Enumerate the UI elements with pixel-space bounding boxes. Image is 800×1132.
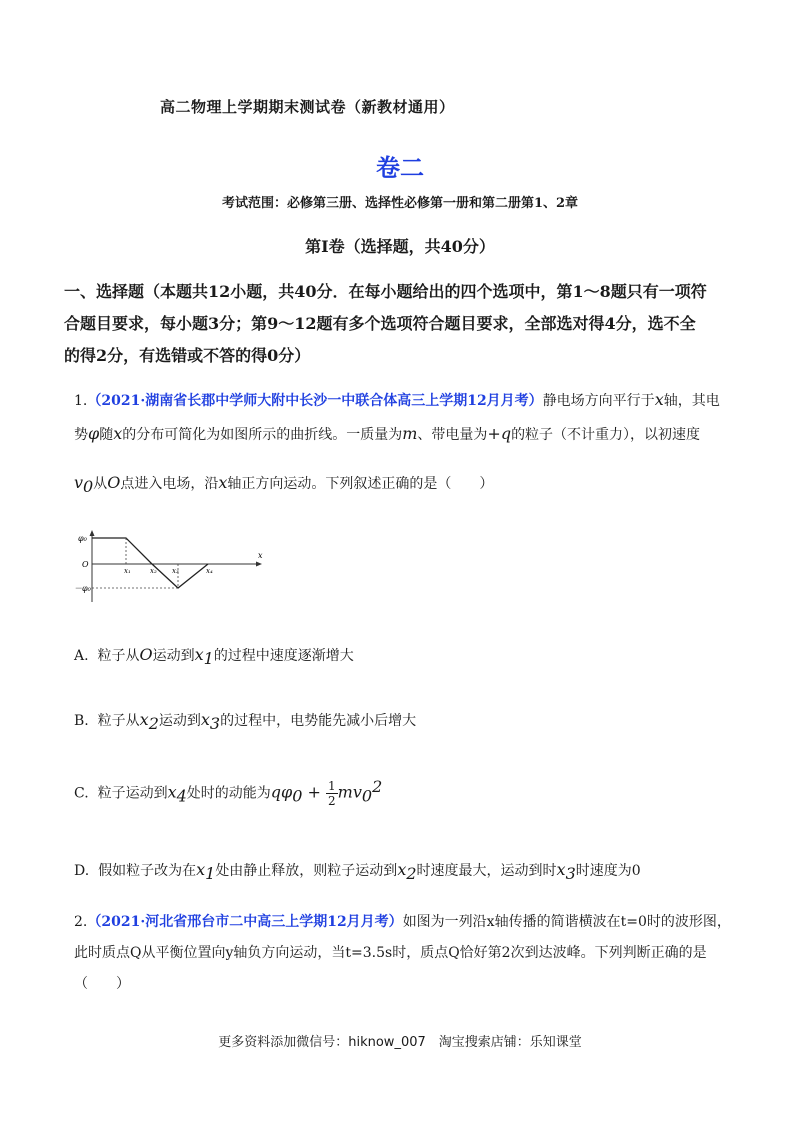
math-O: O [107, 473, 121, 492]
question-number: 2. [74, 914, 88, 930]
label-x3: x₃ [172, 567, 179, 575]
math-sub: 1 [203, 648, 214, 668]
q1-text: 随 [99, 427, 114, 443]
fraction-numerator: 1 [328, 779, 336, 794]
question-source: （2021·湖南省长郡中学师大附中长沙一中联合体高三上学期12月月考） [87, 393, 543, 409]
option-text: 的过程中速度逐渐增大 [213, 648, 354, 664]
math-plus: + [302, 782, 327, 802]
label-neg-phi0: －φ₀ [74, 584, 91, 593]
x-axis-arrow [256, 562, 262, 567]
math-sub: 3 [565, 863, 576, 883]
option-text: 运动到 [158, 713, 201, 729]
volume-title: 卷二 [376, 153, 424, 182]
math-x: x [167, 782, 177, 802]
potential-curve [92, 538, 208, 588]
option-label: C. [74, 785, 89, 802]
label-x1: x₁ [124, 567, 131, 575]
math-x: x [196, 860, 206, 879]
exam-scope: 考试范围：必修第三册、选择性必修第一册和第二册第1、2章 [221, 196, 579, 211]
question-1-line-1 [74, 390, 744, 411]
q1-text: 、带电量为 [417, 427, 488, 443]
question-1-line-2 [74, 424, 744, 445]
math-sub: 0 [83, 476, 94, 496]
q2-text: 如图为一列沿x轴传播的简谐横波在t=0时的波形图， [402, 914, 731, 930]
option-text: 处由静止释放，则粒子运动到 [215, 863, 398, 879]
option-label: A. [74, 648, 89, 664]
q1-text: 点进入电场，沿 [120, 476, 219, 492]
math-m: m [402, 424, 418, 443]
part-heading: 第Ⅰ卷（选择题，共40分） [305, 237, 495, 256]
math-x: x [113, 424, 123, 443]
instructions-line-2: 合题目要求，每小题3分；第9～12题有多个选项符合题目要求，全部选对得4分，选不全 [64, 314, 696, 333]
math-sub: 2 [406, 863, 417, 883]
math-phi: φ [88, 424, 100, 443]
label-x4: x₄ [206, 567, 213, 575]
fraction-denominator: 2 [328, 794, 336, 809]
math-sub: 3 [209, 713, 221, 733]
option-b[interactable] [74, 710, 416, 733]
question-2-line-3: （ ） [74, 976, 130, 992]
option-text: 粒子从 [97, 648, 140, 664]
math-sub: 2 [148, 713, 159, 733]
math-q-phi: qφ [270, 782, 293, 802]
label-x2: x₂ [150, 567, 157, 575]
math-x: x [218, 473, 228, 492]
instructions-line-3: 的得2分，有选错或不答的得0分） [64, 346, 311, 365]
question-source: （2021·河北省邢台市二中高三上学期12月月考） [87, 914, 403, 930]
math-mv: mv [337, 782, 362, 802]
q1-text: 从 [93, 476, 108, 492]
paper-title: 高二物理上学期期末测试卷（新教材通用） [160, 98, 455, 116]
math-x: x [556, 860, 566, 879]
instructions-line-1: 一、选择题（本题共12小题，共40分．在每小题给出的四个选项中，第1～8题只有一项符 [64, 282, 707, 301]
q1-text: 的分布可简化为如图所示的曲折线。一质量为 [122, 427, 403, 443]
option-label: D. [74, 863, 90, 879]
option-text: 粒子从 [97, 713, 140, 729]
q1-text: 轴，其电 [663, 393, 720, 409]
math-v0: v [74, 473, 84, 492]
option-a[interactable] [74, 645, 354, 668]
math-x: x [654, 390, 664, 409]
label-x: x [258, 551, 263, 560]
question-2-line-2: 此时质点Q从平衡位置向y轴负方向运动，当t=3.5s时，质点Q恰好第2次到达波峰。下列判断正确的是 [74, 945, 707, 961]
option-text: 时速度最大，运动到时 [416, 863, 557, 879]
q1-text: 势 [74, 427, 88, 443]
option-text: 运动到 [152, 648, 195, 664]
question-1-line-3 [74, 473, 744, 497]
math-x: x [139, 710, 149, 729]
option-text: 处时的动能为 [186, 785, 271, 802]
math-sup: 2 [372, 777, 383, 796]
q1-text: 的粒子（不计重力），以初速度 [511, 427, 701, 443]
potential-graph [72, 530, 268, 605]
math-sub: 0 [361, 786, 373, 806]
math-fraction [326, 779, 338, 808]
math-sub: 4 [176, 786, 187, 806]
label-origin: O [82, 560, 89, 569]
question-number: 1. [74, 393, 88, 409]
math-q: +q [487, 424, 512, 443]
option-text: 假如粒子改为在 [98, 863, 197, 879]
question-2-line-1 [74, 912, 744, 932]
option-d[interactable] [74, 860, 641, 883]
math-x: x [200, 710, 210, 729]
option-text: 粒子运动到 [97, 785, 168, 802]
math-sub: 1 [205, 863, 216, 883]
y-axis-arrow [90, 530, 95, 536]
q1-text: 静电场方向平行于 [542, 393, 655, 409]
option-c[interactable] [74, 777, 382, 808]
section-instructions [64, 276, 736, 372]
math-x: x [194, 645, 204, 664]
math-x: x [397, 860, 407, 879]
math-O: O [139, 645, 153, 664]
option-text: 时速度为0 [575, 863, 641, 879]
option-text: 的过程中，电势能先减小后增大 [220, 713, 417, 729]
math-sub: 0 [292, 786, 303, 806]
label-phi0: φ₀ [78, 534, 87, 543]
option-label: B. [74, 713, 89, 729]
footer-note: 更多资料添加微信号：hiknow_007 淘宝搜索店铺：乐知课堂 [218, 1035, 582, 1050]
q1-text: 轴正方向运动。下列叙述正确的是（ ） [227, 476, 494, 492]
